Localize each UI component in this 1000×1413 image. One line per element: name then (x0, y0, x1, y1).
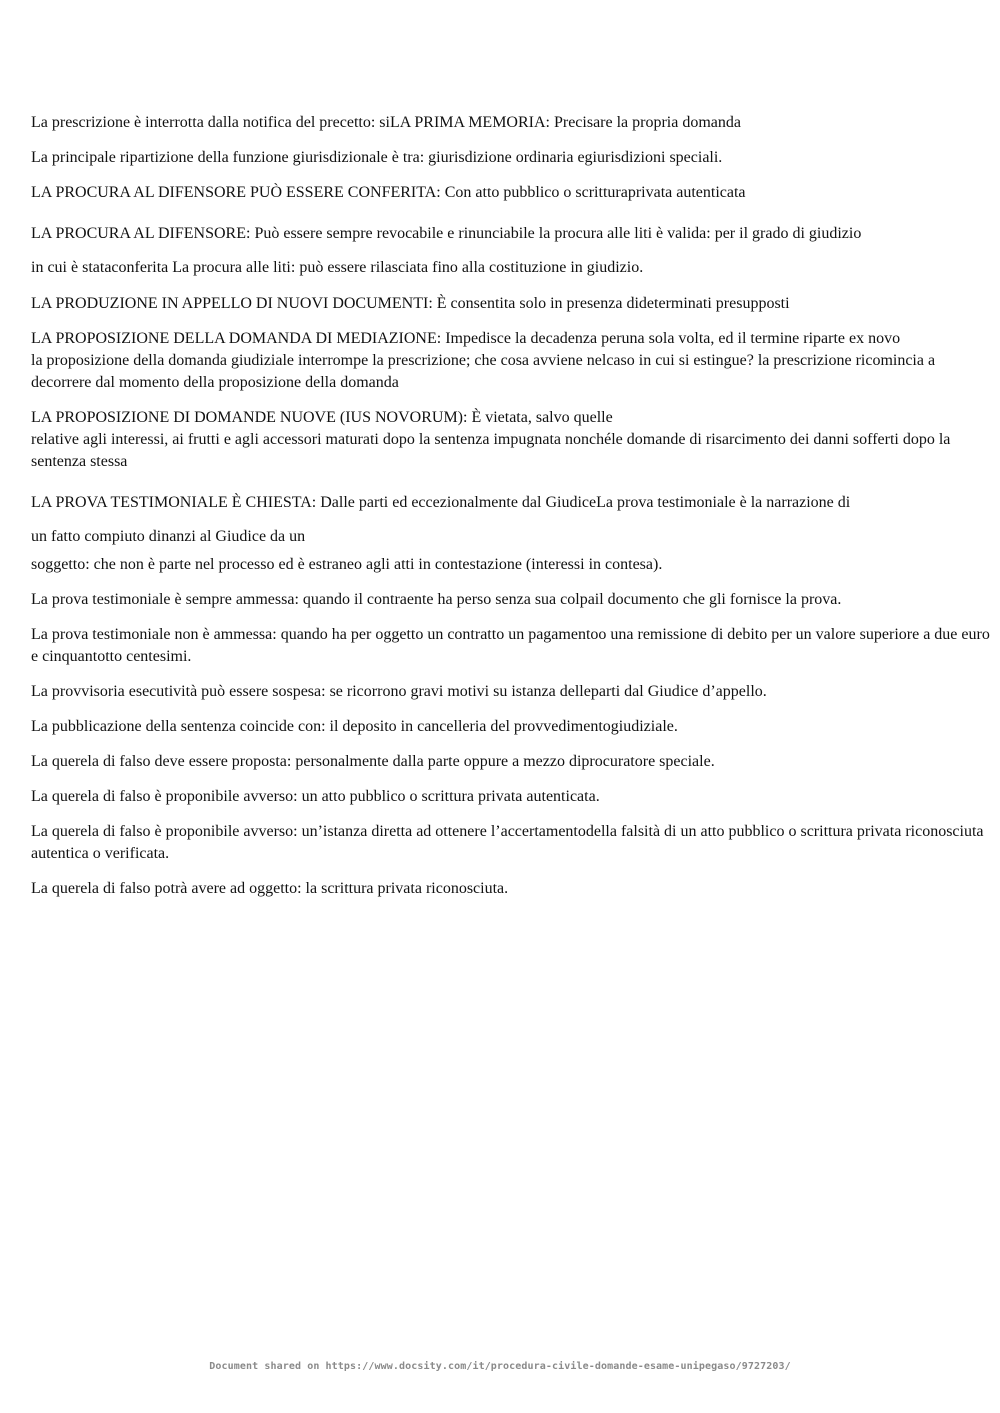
paragraph-text: La querela di falso è proponibile avverso: un atto pubblico o scrittura privata autenticata. (31, 788, 600, 805)
document-source-footer: Document shared on https://www.docsity.com/it/procedura-civile-domande-esame-unipegaso/9727203/ (209, 1361, 791, 1372)
paragraph-text: La prescrizione è interrotta dalla notifica del precetto: siLA PRIMA MEMORIA: Precisare la propria domanda (31, 114, 741, 131)
paragraph-text: La prova testimoniale non è ammessa: quando ha per oggetto un contratto un pagamentoo una remissione di debito per un valore superiore a due euro e cinquantotto centesimi. (31, 626, 990, 665)
paragraph (31, 328, 997, 394)
paragraph (31, 217, 997, 285)
paragraph (31, 147, 997, 169)
paragraph (31, 486, 997, 554)
paragraph-text: La pubblicazione della sentenza coincide con: il deposito in cancelleria del provvedimentogiudiziale. (31, 718, 678, 735)
paragraph-text: La provvisoria esecutività può essere sospesa: se ricorrono gravi motivi su istanza delleparti dal Giudice d’appello. (31, 683, 767, 700)
paragraph-text: La principale ripartizione della funzione giurisdizionale è tra: giurisdizione ordinaria egiurisdizioni speciali. (31, 149, 723, 166)
paragraph-text: un fatto compiuto dinanzi al Giudice da un (31, 528, 306, 545)
paragraph-text: La querela di falso è proponibile avverso: un’istanza diretta ad ottenere l’accertamentodella falsità di un atto pubblico o scrittura privata riconosciuta autentica o verificata. (31, 823, 984, 862)
paragraph-text: in cui è stataconferita La procura alle liti: può essere rilasciata fino alla costituzione in giudizio. (31, 259, 644, 276)
paragraph (31, 293, 997, 315)
paragraph (31, 821, 997, 865)
paragraph-text: La querela di falso potrà avere ad oggetto: la scrittura privata riconosciuta. (31, 880, 509, 897)
paragraph-text: La querela di falso deve essere proposta: personalmente dalla parte oppure a mezzo diprocuratore speciale. (31, 753, 715, 770)
paragraph (31, 554, 701, 576)
paragraph (31, 751, 997, 773)
paragraph (31, 182, 997, 204)
paragraph-text: LA PROCURA AL DIFENSORE: Può essere sempre revocabile e rinunciabile la procura alle liti è valida: per il grado di giudizio (31, 225, 862, 242)
paragraph (31, 878, 997, 900)
document-body (31, 112, 997, 913)
paragraph-text: LA PROCURA AL DIFENSORE PUÒ ESSERE CONFERITA: Con atto pubblico o scritturaprivata autenticata (31, 184, 746, 201)
paragraph-text: la proposizione della domanda giudiziale interrompe la prescrizione; che cosa avviene nelcaso in cui si estingue? la prescrizione ricomincia a decorrere dal momento della proposizione della domanda (31, 352, 936, 391)
paragraph (31, 786, 997, 808)
paragraph (31, 624, 997, 668)
paragraph-text: LA PROVA TESTIMONIALE È CHIESTA: Dalle parti ed eccezionalmente dal GiudiceLa prova testimoniale è la narrazione di (31, 494, 851, 511)
paragraph (31, 407, 997, 473)
paragraph (31, 681, 997, 703)
paragraph-text: LA PRODUZIONE IN APPELLO DI NUOVI DOCUMENTI: È consentita solo in presenza dideterminati presupposti (31, 295, 790, 312)
paragraph (31, 589, 997, 611)
paragraph-text: LA PROPOSIZIONE DI DOMANDE NUOVE (IUS NOVORUM): È vietata, salvo quelle (31, 409, 613, 426)
paragraph-text: soggetto: che non è parte nel processo ed è estraneo agli atti in contestazione (interessi in contesa). (31, 556, 663, 573)
paragraph-text: La prova testimoniale è sempre ammessa: quando il contraente ha perso senza sua colpail documento che gli fornisce la prova. (31, 591, 842, 608)
paragraph (31, 112, 997, 134)
paragraph (31, 716, 997, 738)
paragraph-text: relative agli interessi, ai frutti e agli accessori maturati dopo la sentenza impugnata nonchéle domande di risarcimento dei danni sofferti dopo la sentenza stessa (31, 431, 951, 470)
paragraph-text: LA PROPOSIZIONE DELLA DOMANDA DI MEDIAZIONE: Impedisce la decadenza peruna sola volta, ed il termine riparte ex novo (31, 330, 901, 347)
